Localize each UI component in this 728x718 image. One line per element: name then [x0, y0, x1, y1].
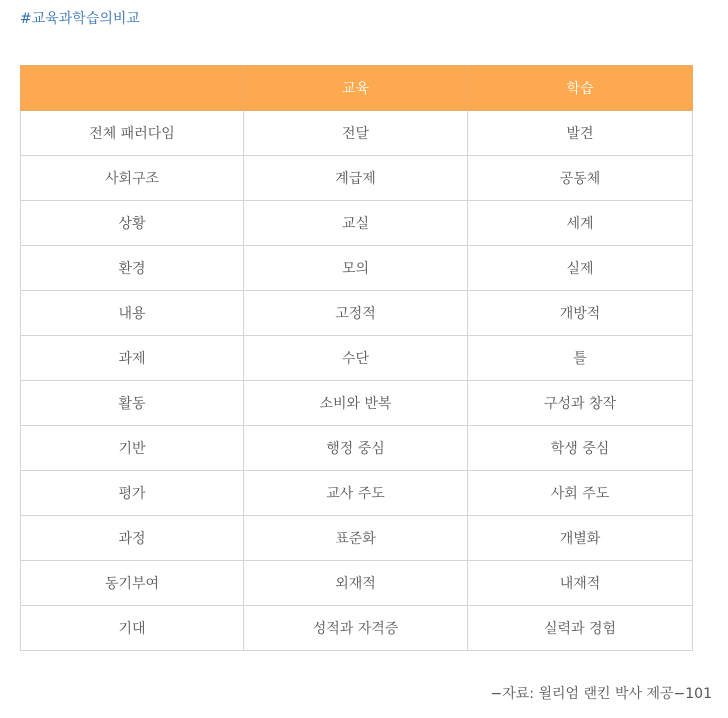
- table-row: [21, 156, 693, 201]
- table-row: [21, 291, 693, 336]
- comparison-table: [20, 65, 693, 651]
- table-row: [21, 471, 693, 516]
- row-label: 동기부여: [21, 561, 244, 606]
- education-cell: 계급제: [244, 156, 468, 201]
- table-row: [21, 201, 693, 246]
- header-cell-criterion: [21, 66, 244, 111]
- row-label: 기대: [21, 606, 244, 651]
- education-cell: 표준화: [244, 516, 468, 561]
- header-cell-education: 교육: [244, 66, 468, 111]
- learning-cell: 실제: [468, 246, 693, 291]
- row-label: 과제: [21, 336, 244, 381]
- table-row: [21, 606, 693, 651]
- table-body: [21, 111, 693, 651]
- education-cell: 교사 주도: [244, 471, 468, 516]
- row-label: 평가: [21, 471, 244, 516]
- table-row: [21, 111, 693, 156]
- source-caption: −자료: 윌리엄 랜킨 박사 제공−101: [490, 686, 712, 702]
- row-label: 전체 패러다임: [21, 111, 244, 156]
- table-row: [21, 336, 693, 381]
- learning-cell: 내재적: [468, 561, 693, 606]
- learning-cell: 실력과 경험: [468, 606, 693, 651]
- education-cell: 행정 중심: [244, 426, 468, 471]
- learning-cell: 개별화: [468, 516, 693, 561]
- header-cell-learning: 학습: [468, 66, 693, 111]
- education-cell: 전달: [244, 111, 468, 156]
- education-cell: 외재적: [244, 561, 468, 606]
- learning-cell: 공동체: [468, 156, 693, 201]
- learning-cell: 사회 주도: [468, 471, 693, 516]
- learning-cell: 학생 중심: [468, 426, 693, 471]
- table-row: [21, 426, 693, 471]
- learning-cell: 개방적: [468, 291, 693, 336]
- education-cell: 고정적: [244, 291, 468, 336]
- education-cell: 모의: [244, 246, 468, 291]
- table-header: [21, 66, 693, 111]
- row-label: 과정: [21, 516, 244, 561]
- table-row: [21, 516, 693, 561]
- learning-cell: 발견: [468, 111, 693, 156]
- education-cell: 성적과 자격증: [244, 606, 468, 651]
- table-row: [21, 246, 693, 291]
- hashtag-title[interactable]: #교육과학습의비교: [20, 11, 140, 27]
- learning-cell: 세계: [468, 201, 693, 246]
- education-cell: 교실: [244, 201, 468, 246]
- row-label: 환경: [21, 246, 244, 291]
- row-label: 내용: [21, 291, 244, 336]
- table-row: [21, 381, 693, 426]
- row-label: 활동: [21, 381, 244, 426]
- row-label: 사회구조: [21, 156, 244, 201]
- learning-cell: 틀: [468, 336, 693, 381]
- header-row: [21, 66, 693, 111]
- education-cell: 소비와 반복: [244, 381, 468, 426]
- table-row: [21, 561, 693, 606]
- education-cell: 수단: [244, 336, 468, 381]
- row-label: 상황: [21, 201, 244, 246]
- row-label: 기반: [21, 426, 244, 471]
- learning-cell: 구성과 창작: [468, 381, 693, 426]
